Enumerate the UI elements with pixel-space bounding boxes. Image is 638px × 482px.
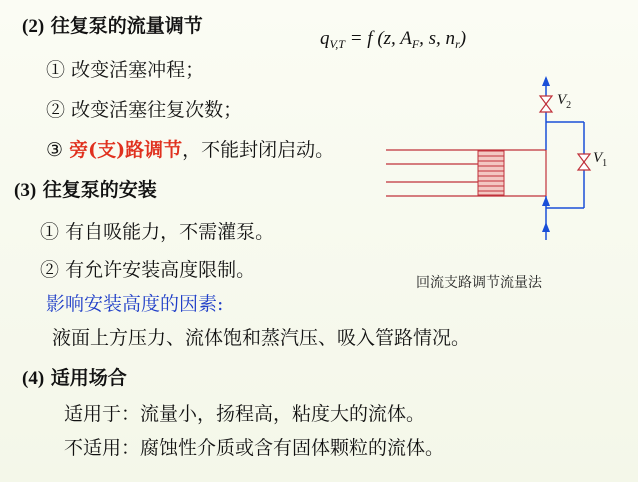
section4-number: (4) <box>22 368 45 389</box>
valve-v1-label: $V_1$ <box>593 150 608 169</box>
bypass-highlight: 旁(支)路调节 <box>69 139 183 161</box>
section2-item-3: ③ 旁(支)路调节，不能封闭启动。 <box>46 139 335 161</box>
section3-item-1: ① 有自吸能力，不需灌泵。 <box>40 221 275 243</box>
section3-title: 往复泵的安装 <box>42 179 157 201</box>
piston <box>478 151 504 195</box>
diagram-caption: 回流支路调节流量法 <box>416 275 542 291</box>
valve-v1-icon <box>578 154 590 170</box>
pump-cylinder <box>386 150 546 196</box>
section3-number: (3) <box>14 180 37 201</box>
section2-item-2: ② 改变活塞往复次数； <box>46 99 243 121</box>
section2-number: (2) <box>22 16 45 37</box>
unsuitable-text: 不适用：腐蚀性介质或含有固体颗粒的流体。 <box>64 437 445 459</box>
section2-title: 往复泵的流量调节 <box>50 15 203 37</box>
valve-v2-label: $V_2$ <box>557 92 572 111</box>
flow-formula: $q_{V,T} = f$ (z, $A_F$, s, $n_r$) <box>320 28 467 51</box>
suitable-text: 适用于：流量小，扬程高，粘度大的流体。 <box>64 403 426 425</box>
valve-v2-icon <box>540 96 552 112</box>
section2-item-1: ① 改变活塞冲程； <box>46 59 205 81</box>
factors-title: 影响安装高度的因素: <box>46 293 224 315</box>
section3-item-2: ② 有允许安装高度限制。 <box>40 259 256 281</box>
section4-title: 适用场合 <box>50 367 127 389</box>
factors-text: 液面上方压力、流体饱和蒸汽压、吸入管路情况。 <box>52 327 471 349</box>
